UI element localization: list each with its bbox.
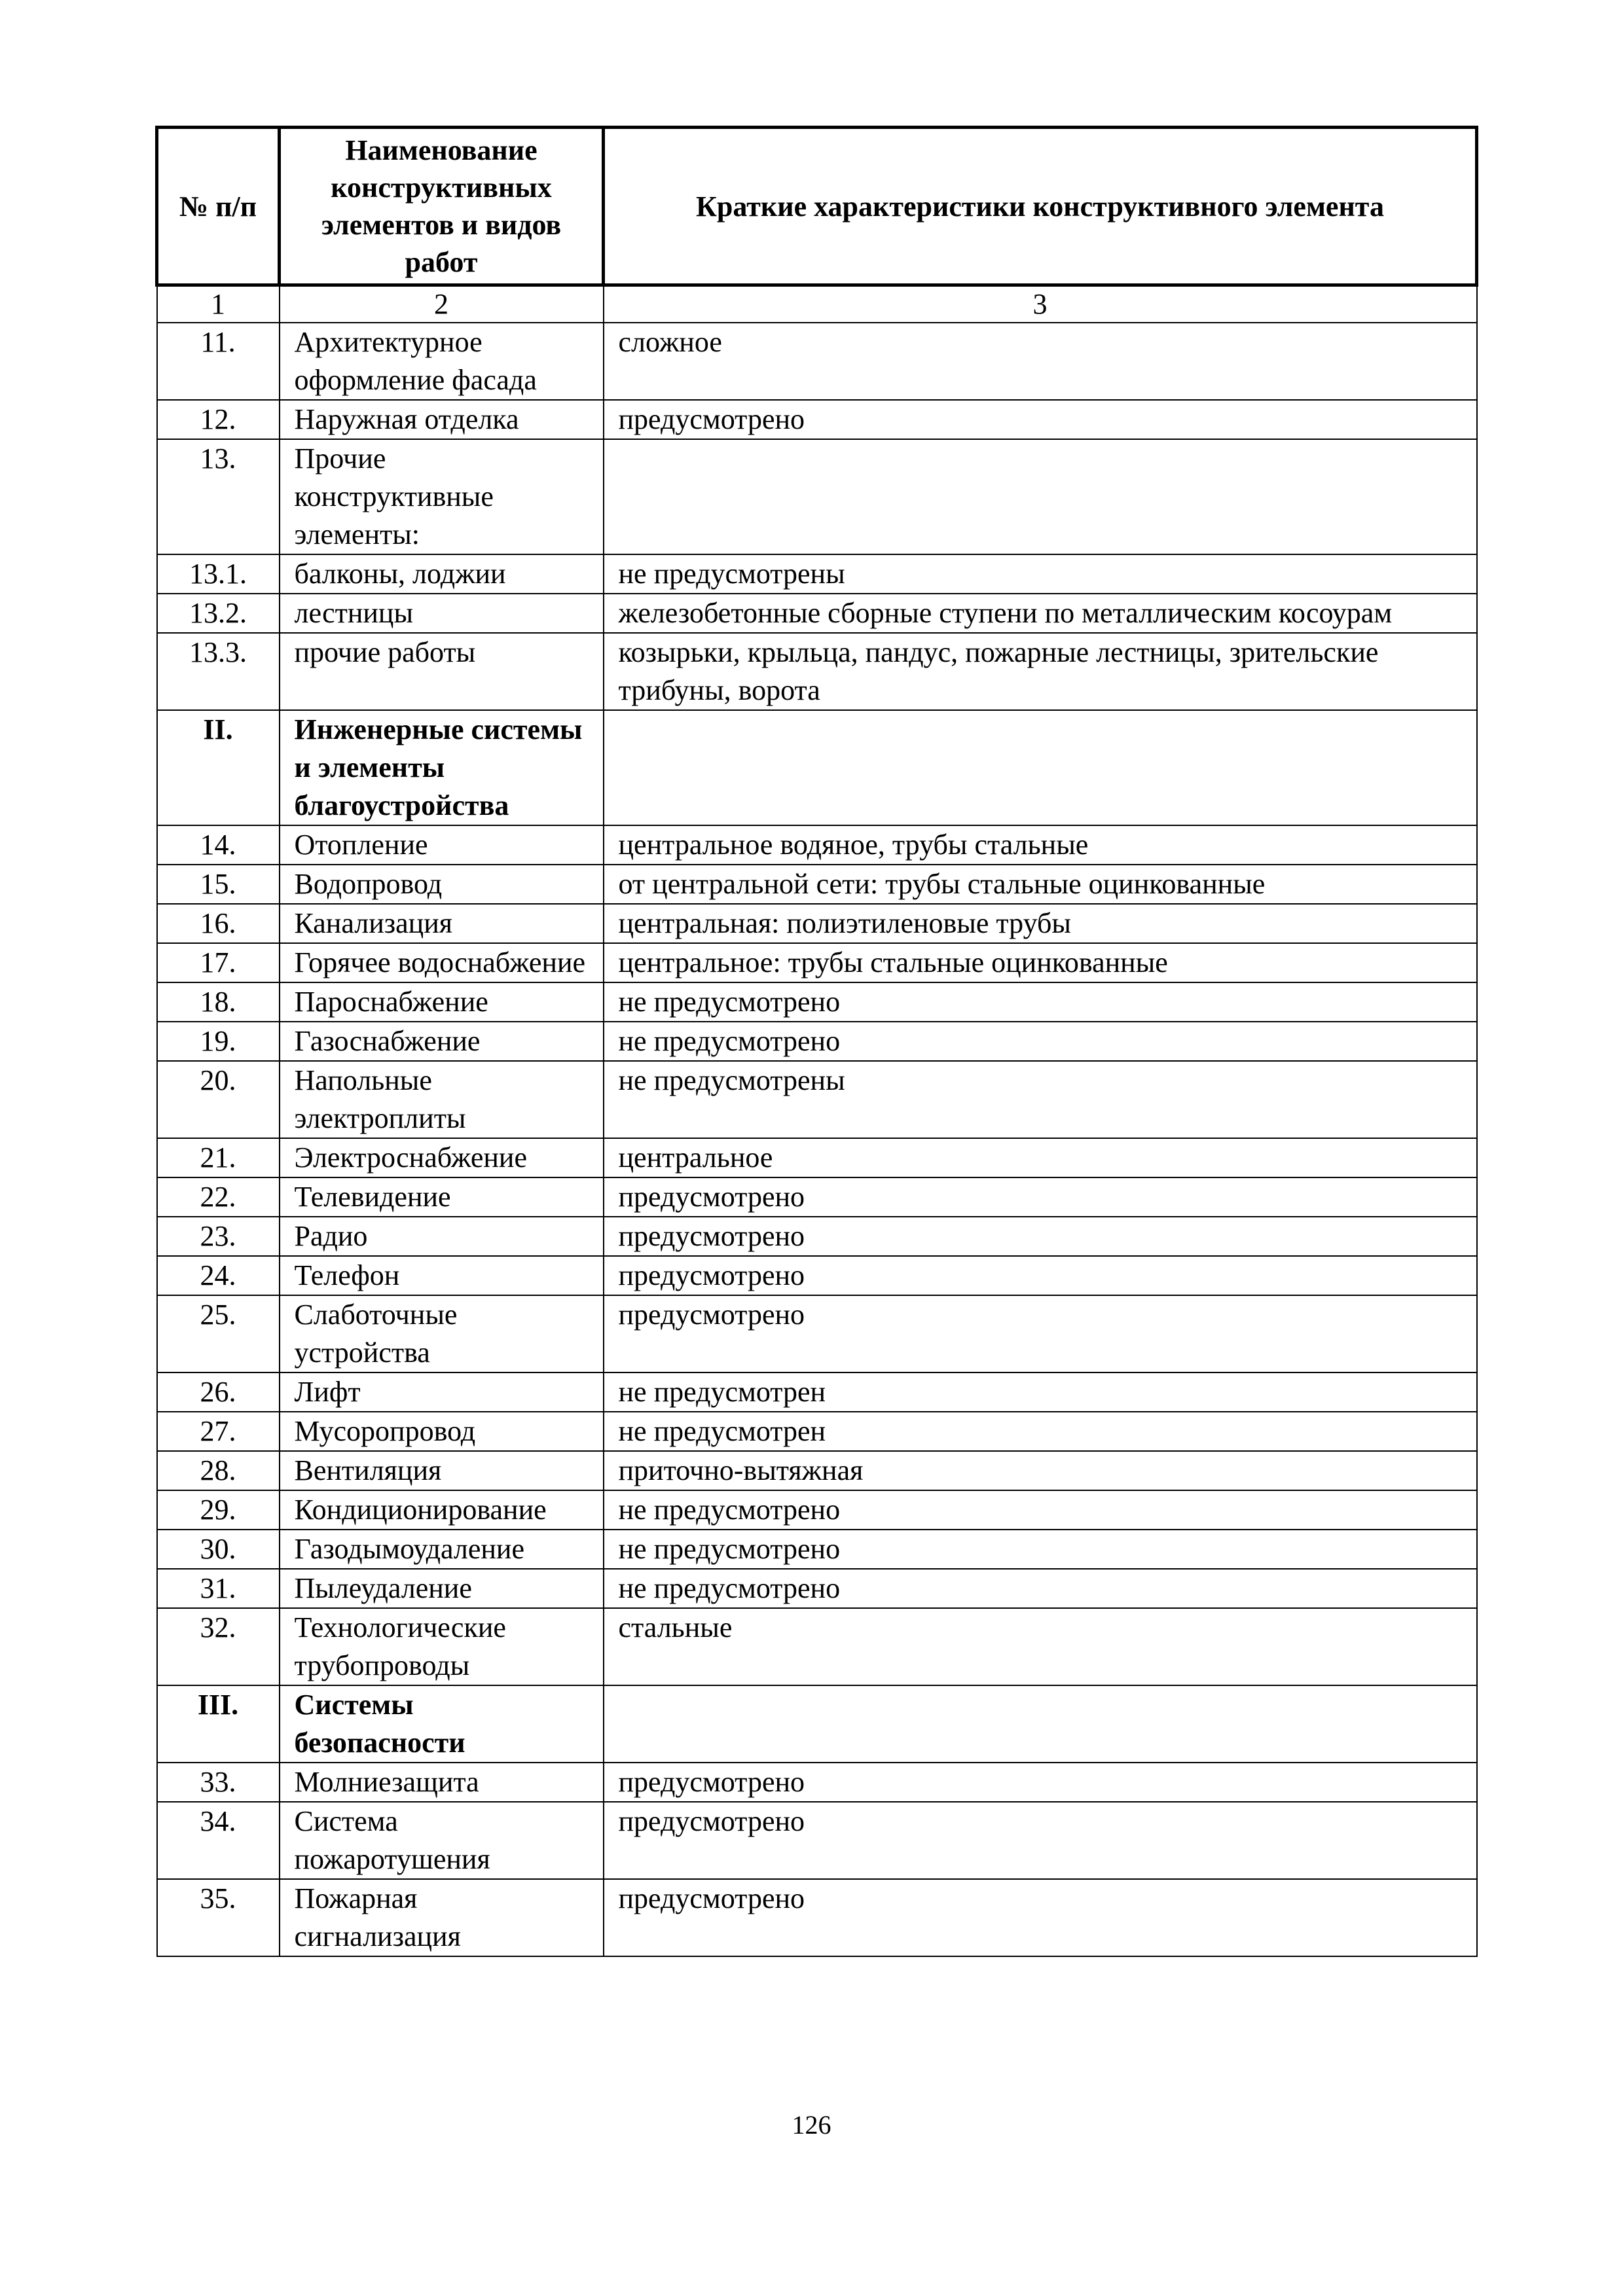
column-number: 2 [280, 285, 604, 323]
row-characteristics: не предусмотрен [604, 1372, 1477, 1412]
row-element-name: лестницы [280, 594, 604, 633]
row-number: 34. [157, 1802, 280, 1879]
row-characteristics: предусмотрено [604, 1763, 1477, 1802]
table-row [157, 982, 1477, 1022]
table-row [157, 1412, 1477, 1451]
table-row [157, 1061, 1477, 1138]
row-element-name: прочие работы [280, 633, 604, 710]
row-characteristics: не предусмотрены [604, 554, 1477, 594]
section-row [157, 1685, 1477, 1763]
row-number: 20. [157, 1061, 280, 1138]
row-characteristics: предусмотрено [604, 1879, 1477, 1956]
row-element-name: Вентиляция [280, 1451, 604, 1490]
table-row [157, 1763, 1477, 1802]
row-characteristics: предусмотрено [604, 400, 1477, 439]
row-characteristics: не предусмотрено [604, 1490, 1477, 1530]
row-element-name: Кондиционирование [280, 1490, 604, 1530]
table-row [157, 1490, 1477, 1530]
row-characteristics: от центральной сети: трубы стальные оцинкованные [604, 865, 1477, 904]
row-number: 13.2. [157, 594, 280, 633]
row-element-name: Канализация [280, 904, 604, 943]
row-element-name: Пароснабжение [280, 982, 604, 1022]
row-element-name: Газоснабжение [280, 1022, 604, 1061]
row-characteristics: железобетонные сборные ступени по металлическим косоурам [604, 594, 1477, 633]
table-row [157, 400, 1477, 439]
table-row [157, 554, 1477, 594]
table-row [157, 594, 1477, 633]
column-number-row [157, 285, 1477, 323]
row-number: II. [157, 710, 280, 825]
table-row [157, 1372, 1477, 1412]
characteristics-table [155, 126, 1478, 1957]
table-row [157, 1022, 1477, 1061]
row-element-name: Напольные электроплиты [280, 1061, 604, 1138]
row-number: 15. [157, 865, 280, 904]
section-row [157, 710, 1477, 825]
row-element-name: Архитектурное оформление фасада [280, 323, 604, 400]
row-characteristics: не предусмотрены [604, 1061, 1477, 1138]
table-row [157, 1530, 1477, 1569]
row-characteristics [604, 1685, 1477, 1763]
row-number: 29. [157, 1490, 280, 1530]
row-number: III. [157, 1685, 280, 1763]
table-row [157, 1295, 1477, 1372]
row-number: 26. [157, 1372, 280, 1412]
table-row [157, 1451, 1477, 1490]
row-characteristics: стальные [604, 1608, 1477, 1685]
row-characteristics: не предусмотрено [604, 1569, 1477, 1608]
table-header-row [157, 128, 1477, 285]
row-element-name: Телефон [280, 1256, 604, 1295]
row-number: 33. [157, 1763, 280, 1802]
row-characteristics: не предусмотрено [604, 1022, 1477, 1061]
row-characteristics [604, 710, 1477, 825]
table-row [157, 1802, 1477, 1879]
row-characteristics: центральное водяное, трубы стальные [604, 825, 1477, 865]
row-number: 24. [157, 1256, 280, 1295]
row-element-name: Система пожаротушения [280, 1802, 604, 1879]
row-number: 12. [157, 400, 280, 439]
row-element-name: балконы, лоджии [280, 554, 604, 594]
row-element-name: Наружная отделка [280, 400, 604, 439]
row-number: 13. [157, 439, 280, 554]
column-number: 1 [157, 285, 280, 323]
table-row [157, 1138, 1477, 1177]
row-element-name: Прочие конструктивные элементы: [280, 439, 604, 554]
row-characteristics: козырьки, крыльца, пандус, пожарные лестницы, зрительские трибуны, ворота [604, 633, 1477, 710]
row-element-name: Водопровод [280, 865, 604, 904]
row-element-name: Молниезащита [280, 1763, 604, 1802]
table-row [157, 1217, 1477, 1256]
row-characteristics: сложное [604, 323, 1477, 400]
header-characteristics: Краткие характеристики конструктивного элемента [604, 128, 1477, 285]
column-number: 3 [604, 285, 1477, 323]
row-number: 27. [157, 1412, 280, 1451]
table-row [157, 1177, 1477, 1217]
table-row [157, 1256, 1477, 1295]
row-number: 11. [157, 323, 280, 400]
row-number: 17. [157, 943, 280, 982]
header-number: № п/п [157, 128, 280, 285]
row-element-name: Электроснабжение [280, 1138, 604, 1177]
row-element-name: Технологические трубопроводы [280, 1608, 604, 1685]
row-characteristics: предусмотрено [604, 1217, 1477, 1256]
row-element-name: Мусоропровод [280, 1412, 604, 1451]
row-characteristics: центральная: полиэтиленовые трубы [604, 904, 1477, 943]
row-element-name: Пожарная сигнализация [280, 1879, 604, 1956]
row-number: 18. [157, 982, 280, 1022]
row-number: 13.3. [157, 633, 280, 710]
row-number: 35. [157, 1879, 280, 1956]
row-characteristics: предусмотрено [604, 1177, 1477, 1217]
row-number: 31. [157, 1569, 280, 1608]
row-element-name: Инженерные системы и элементы благоустройства [280, 710, 604, 825]
row-characteristics: центральное [604, 1138, 1477, 1177]
row-number: 22. [157, 1177, 280, 1217]
row-characteristics: предусмотрено [604, 1802, 1477, 1879]
row-element-name: Радио [280, 1217, 604, 1256]
row-number: 32. [157, 1608, 280, 1685]
table-row [157, 825, 1477, 865]
row-number: 14. [157, 825, 280, 865]
row-element-name: Телевидение [280, 1177, 604, 1217]
page-number: 126 [792, 2110, 831, 2140]
row-element-name: Пылеудаление [280, 1569, 604, 1608]
row-characteristics: не предусмотрено [604, 1530, 1477, 1569]
row-element-name: Системы безопасности [280, 1685, 604, 1763]
table-row [157, 1569, 1477, 1608]
row-number: 25. [157, 1295, 280, 1372]
row-characteristics: приточно-вытяжная [604, 1451, 1477, 1490]
row-characteristics: центральное: трубы стальные оцинкованные [604, 943, 1477, 982]
row-characteristics: не предусмотрен [604, 1412, 1477, 1451]
table-row [157, 1608, 1477, 1685]
row-number: 21. [157, 1138, 280, 1177]
row-element-name: Отопление [280, 825, 604, 865]
table-row [157, 904, 1477, 943]
row-element-name: Газодымоудаление [280, 1530, 604, 1569]
row-number: 16. [157, 904, 280, 943]
row-number: 19. [157, 1022, 280, 1061]
row-characteristics: предусмотрено [604, 1256, 1477, 1295]
table-row [157, 439, 1477, 554]
table-row [157, 633, 1477, 710]
table-row [157, 323, 1477, 400]
row-number: 23. [157, 1217, 280, 1256]
row-number: 30. [157, 1530, 280, 1569]
header-element-name: Наименование конструктивных элементов и видов работ [280, 128, 604, 285]
row-characteristics [604, 439, 1477, 554]
row-element-name: Горячее водоснабжение [280, 943, 604, 982]
row-number: 13.1. [157, 554, 280, 594]
table-row [157, 943, 1477, 982]
table-row [157, 1879, 1477, 1956]
row-number: 28. [157, 1451, 280, 1490]
row-element-name: Лифт [280, 1372, 604, 1412]
row-characteristics: не предусмотрено [604, 982, 1477, 1022]
table-row [157, 865, 1477, 904]
row-characteristics: предусмотрено [604, 1295, 1477, 1372]
row-element-name: Слаботочные устройства [280, 1295, 604, 1372]
